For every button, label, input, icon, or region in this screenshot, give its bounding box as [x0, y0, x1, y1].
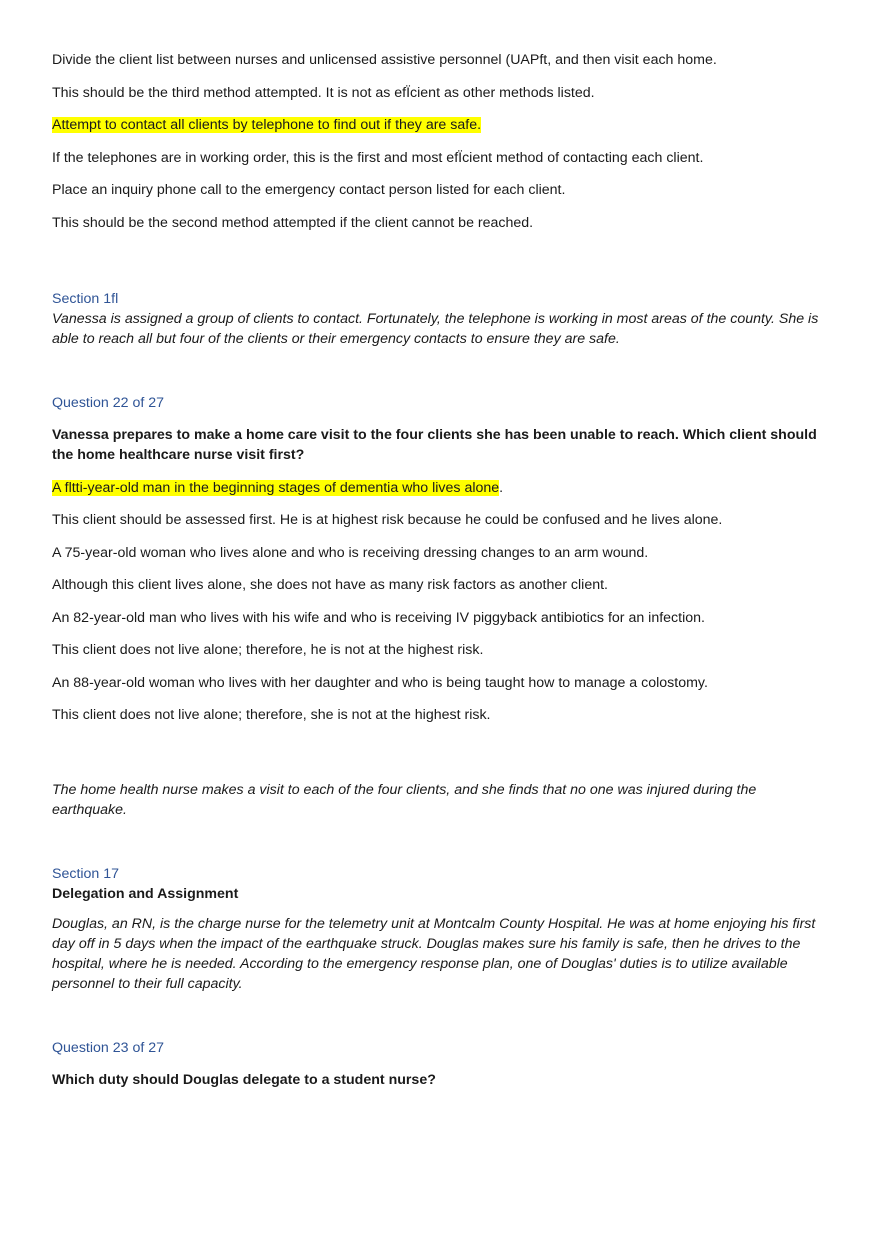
question-23-prompt: Which duty should Douglas delegate to a student nurse? [52, 1071, 436, 1088]
option-divide-client-list: Divide the client list between nurses and unlicensed assistive personnel (UAPft, and then visit each home. [52, 52, 717, 68]
section-17-heading: Section 17 [52, 865, 120, 882]
rationale-dementia-client: This client should be assessed first. He is at highest risk because he could be confused and he lives alone. [52, 512, 723, 528]
rationale-75-year-old: Although this client lives alone, she does not have as many risk factors as another client. [52, 577, 608, 593]
option-telephone-contact [52, 115, 828, 135]
highlighted-answer: A fltti-year-old man in the beginning stages of dementia who lives alone [52, 479, 500, 496]
question-22-prompt: Vanessa prepares to make a home care visit to the four clients she has been unable to reach. Which client should the home healthcare nurse visit first? [52, 427, 817, 463]
question-23-heading: Question 23 of 27 [52, 1039, 165, 1056]
question-22-answer [52, 478, 828, 498]
option-88-year-old: An 88-year-old woman who lives with her daughter and who is being taught how to manage a colostomy. [52, 674, 708, 691]
followup-text: The home health nurse makes a visit to each of the four clients, and she finds that no one was injured during the earthquake. [52, 781, 757, 818]
rationale-82-year-old: This client does not live alone; therefore, he is not at the highest risk. [52, 642, 484, 658]
section-16-heading: Section 1fl [52, 291, 119, 307]
rationale-second-method: This should be the second method attempted if the client cannot be reached. [52, 214, 534, 231]
rationale-88-year-old: This client does not live alone; therefore, she is not at the highest risk. [52, 707, 491, 723]
question-22-heading: Question 22 of 27 [52, 395, 165, 411]
rationale-third-method: This should be the third method attempted. It is not as efÏcient as other methods listed. [52, 84, 595, 101]
rationale-first-method: If the telephones are in working order, this is the first and most efÏcient method of contacting each client. [52, 149, 704, 166]
section-16-text: Vanessa is assigned a group of clients to contact. Fortunately, the telephone is working in most areas of the county. She is able to reach all but four of the clients or their emergency contacts to ensure they are safe. [52, 311, 819, 347]
option-emergency-contact-call: Place an inquiry phone call to the emergency contact person listed for each client. [52, 182, 566, 198]
section-17-subheading: Delegation and Assignment [52, 885, 239, 902]
option-82-year-old: An 82-year-old man who lives with his wife and who is receiving IV piggyback antibiotics for an infection. [52, 609, 705, 626]
option-75-year-old: A 75-year-old woman who lives alone and who is receiving dressing changes to an arm wound. [52, 544, 649, 561]
section-17-text: Douglas, an RN, is the charge nurse for the telemetry unit at Montcalm County Hospital. He was at home enjoying his first day off in 5 days when the impact of the earthquake struck. Douglas makes sure his family is safe, then he drives to the hospital, where he is needed. According to the emergency response plan, one of Douglas' duties is to utilize available personnel to their full capacity. [52, 915, 816, 992]
highlighted-answer: Attempt to contact all clients by telephone to find out if they are safe. [52, 117, 482, 133]
answer-period: . [499, 479, 504, 496]
